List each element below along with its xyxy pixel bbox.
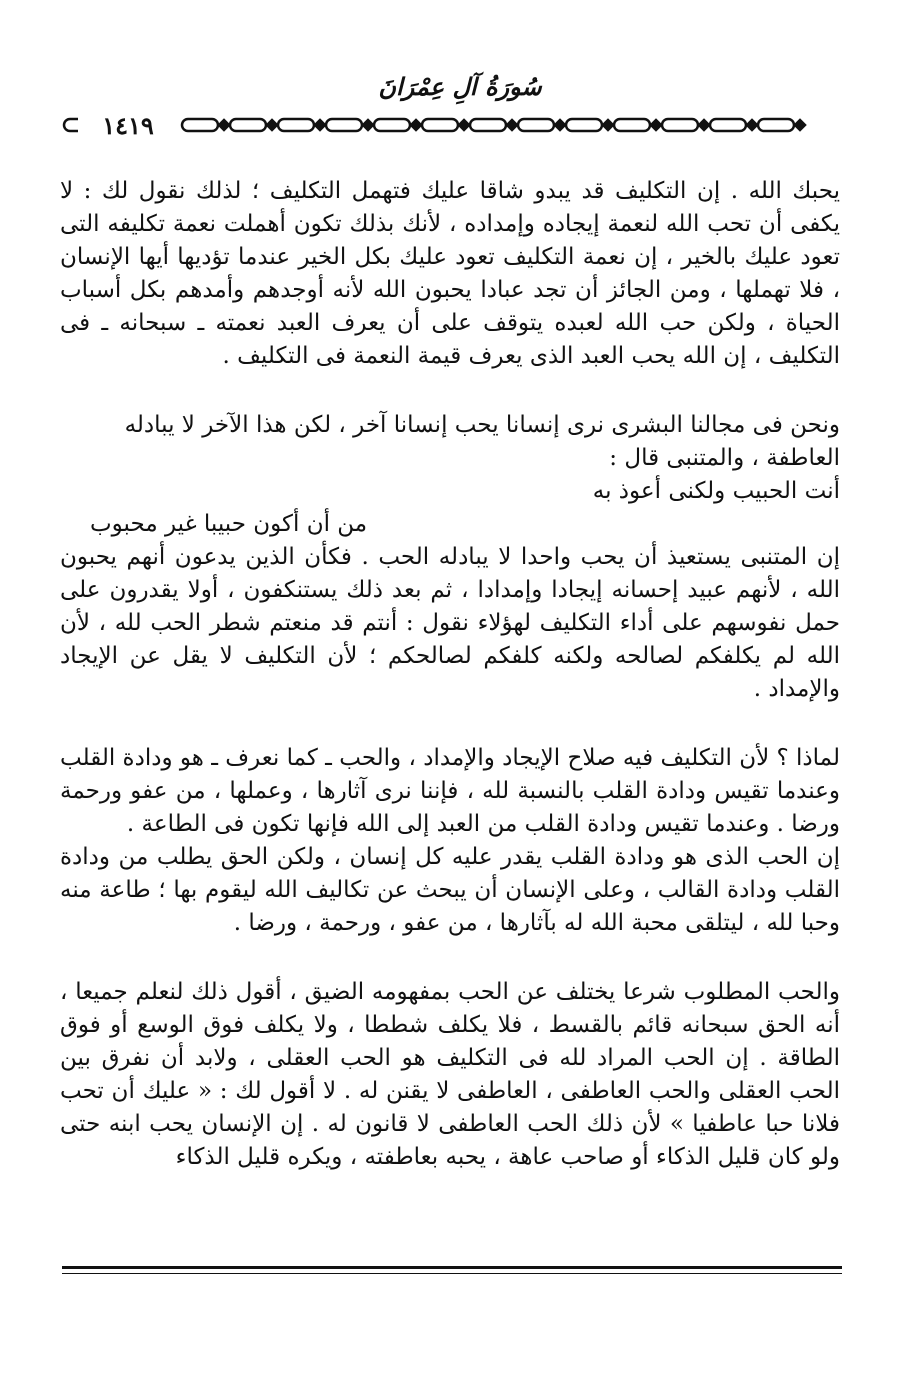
chain-diamond xyxy=(315,120,325,130)
chain-diamond xyxy=(795,120,805,130)
chain-link xyxy=(374,119,410,131)
page-body xyxy=(60,175,840,1174)
paragraph-5: إن الحب الذى هو ودادة القلب يقدر عليه كل إنسان ، ولكن الحق يطلب من ودادة القلب ودادة القالب ، وعلى الإنسان أن يبحث عن تكاليف الله ليقوم بها ؛ طاعة منه وحبا لله ، ليتلقى محبة الله له بآثارها ، من عفو ، ورحمة ، ورضا . xyxy=(60,844,840,936)
chain-link xyxy=(710,119,746,131)
chain-diamond xyxy=(699,120,709,130)
chain-diamond xyxy=(267,120,277,130)
chain-diamond xyxy=(363,120,373,130)
chain-diamond xyxy=(507,120,517,130)
chain-diamond xyxy=(555,120,565,130)
chain-link xyxy=(518,119,554,131)
paragraph-gap xyxy=(60,940,840,976)
paragraph-gap xyxy=(60,373,840,409)
paragraph-4: لماذا ؟ لأن التكليف فيه صلاح الإيجاد والإمداد ، والحب ـ كما نعرف ـ هو ودادة القلب وعندما تقيس ودادة القلب بالنسبة لله ، فإننا نرى آثارها ، وعملها ، من عفو ورحمة ورضا . وعندما تقيس ودادة القلب من العبد إلى الله فإنها تكون فى الطاعة . xyxy=(60,745,840,837)
poem-verse-line-2: من أن أكون حبيبا غير محبوب xyxy=(90,511,368,537)
chain-diamond xyxy=(459,120,469,130)
chain-link xyxy=(326,119,362,131)
chain-link xyxy=(230,119,266,131)
paragraph-gap xyxy=(60,706,840,742)
chain-diamond xyxy=(411,120,421,130)
chain-link xyxy=(566,119,602,131)
paragraph-1: يحبك الله . إن التكليف قد يبدو شاقا عليك فتهمل التكليف ؛ لذلك نقول لك : لا يكفى أن تحب الله لنعمة إيجاده وإمداده ، لأنك بذلك تكون أهملت نعمة تكليفه التى تعود عليك بالخير ، إن نعمة التكليف تعود عليك بكل الخير عندما تؤديها أيها الإنسان ، فلا تهملها ، ومن الجائز أن تجد عبادا يحبون الله لأنه أوجدهم وأمدهم بكل أسباب الحياة ، ولكن حب الله لعبده يتوقف على أن يعرف العبد نعمته ـ سبحانه ـ فى التكليف ، إن الله يحب العبد الذى يعرف قيمة النعمة فى التكليف . xyxy=(60,178,840,369)
poem-verse-line-1: أنت الحبيب ولكنى أعوذ به xyxy=(592,478,840,504)
chain-diamond xyxy=(603,120,613,130)
chain-diamond xyxy=(651,120,661,130)
paragraph-6: والحب المطلوب شرعا يختلف عن الحب بمفهومه الضيق ، أقول ذلك لنعلم جميعا ، أنه الحق سبحانه قائم بالقسط ، فلا يكلف شططا ، ولا يكلف فوق الوسع أو فوق الطاقة . إن الحب المراد لله فى التكليف هو الحب العقلى ، ولابد أن نفرق بين الحب العقلى والحب العاطفى ، العاطفى لا يقنن له . لا أقول لك : « عليك أن تحب فلانا حبا عاطفيا » لأن ذلك الحب العاطفى لا قانون له . إن الإنسان يحب ابنه حتى ولو كان قليل الذكاء أو صاحب عاهة ، يحبه بعاطفته ، ويكره قليل الذكاء xyxy=(60,979,840,1170)
chain-link xyxy=(470,119,506,131)
header-ornament-rule xyxy=(62,113,842,137)
chain-link xyxy=(614,119,650,131)
chain-link xyxy=(422,119,458,131)
chain-link xyxy=(758,119,794,131)
chain-diamond xyxy=(219,120,229,130)
chain-link xyxy=(662,119,698,131)
paragraph-3: إن المتنبى يستعيذ أن يحب واحدا لا يبادله الحب . فكأن الذين يدعون أنهم يحبون الله ، لأنهم عبيد إحسانه إيجادا وإمدادا ، ثم بعد ذلك يستنكفون ، أولا يقدرون على حمل نفوسهم على أداء التكليف لهؤلاء نقول : أنتم قد منعتم شطر الحب لله ، لأن الله لم يكلفكم لصالحه ولكنه كلفكم لصالحكم ؛ لأن التكليف لا يقل عن الإيجاد والإمداد . xyxy=(60,544,840,702)
paragraph-2: ونحن فى مجالنا البشرى نرى إنسانا يحب إنسانا آخر ، لكن هذا الآخر لا يبادله العاطفة ، والمتنبى قال : xyxy=(124,412,840,471)
chain-link xyxy=(278,119,314,131)
sura-title: سُورَةُ آلِ عِمْرَانَ xyxy=(378,72,542,101)
page-number: ١٤١٩ xyxy=(78,114,178,138)
footer-rule xyxy=(62,1266,842,1274)
chain-link xyxy=(182,119,218,131)
chain-diamond xyxy=(747,120,757,130)
